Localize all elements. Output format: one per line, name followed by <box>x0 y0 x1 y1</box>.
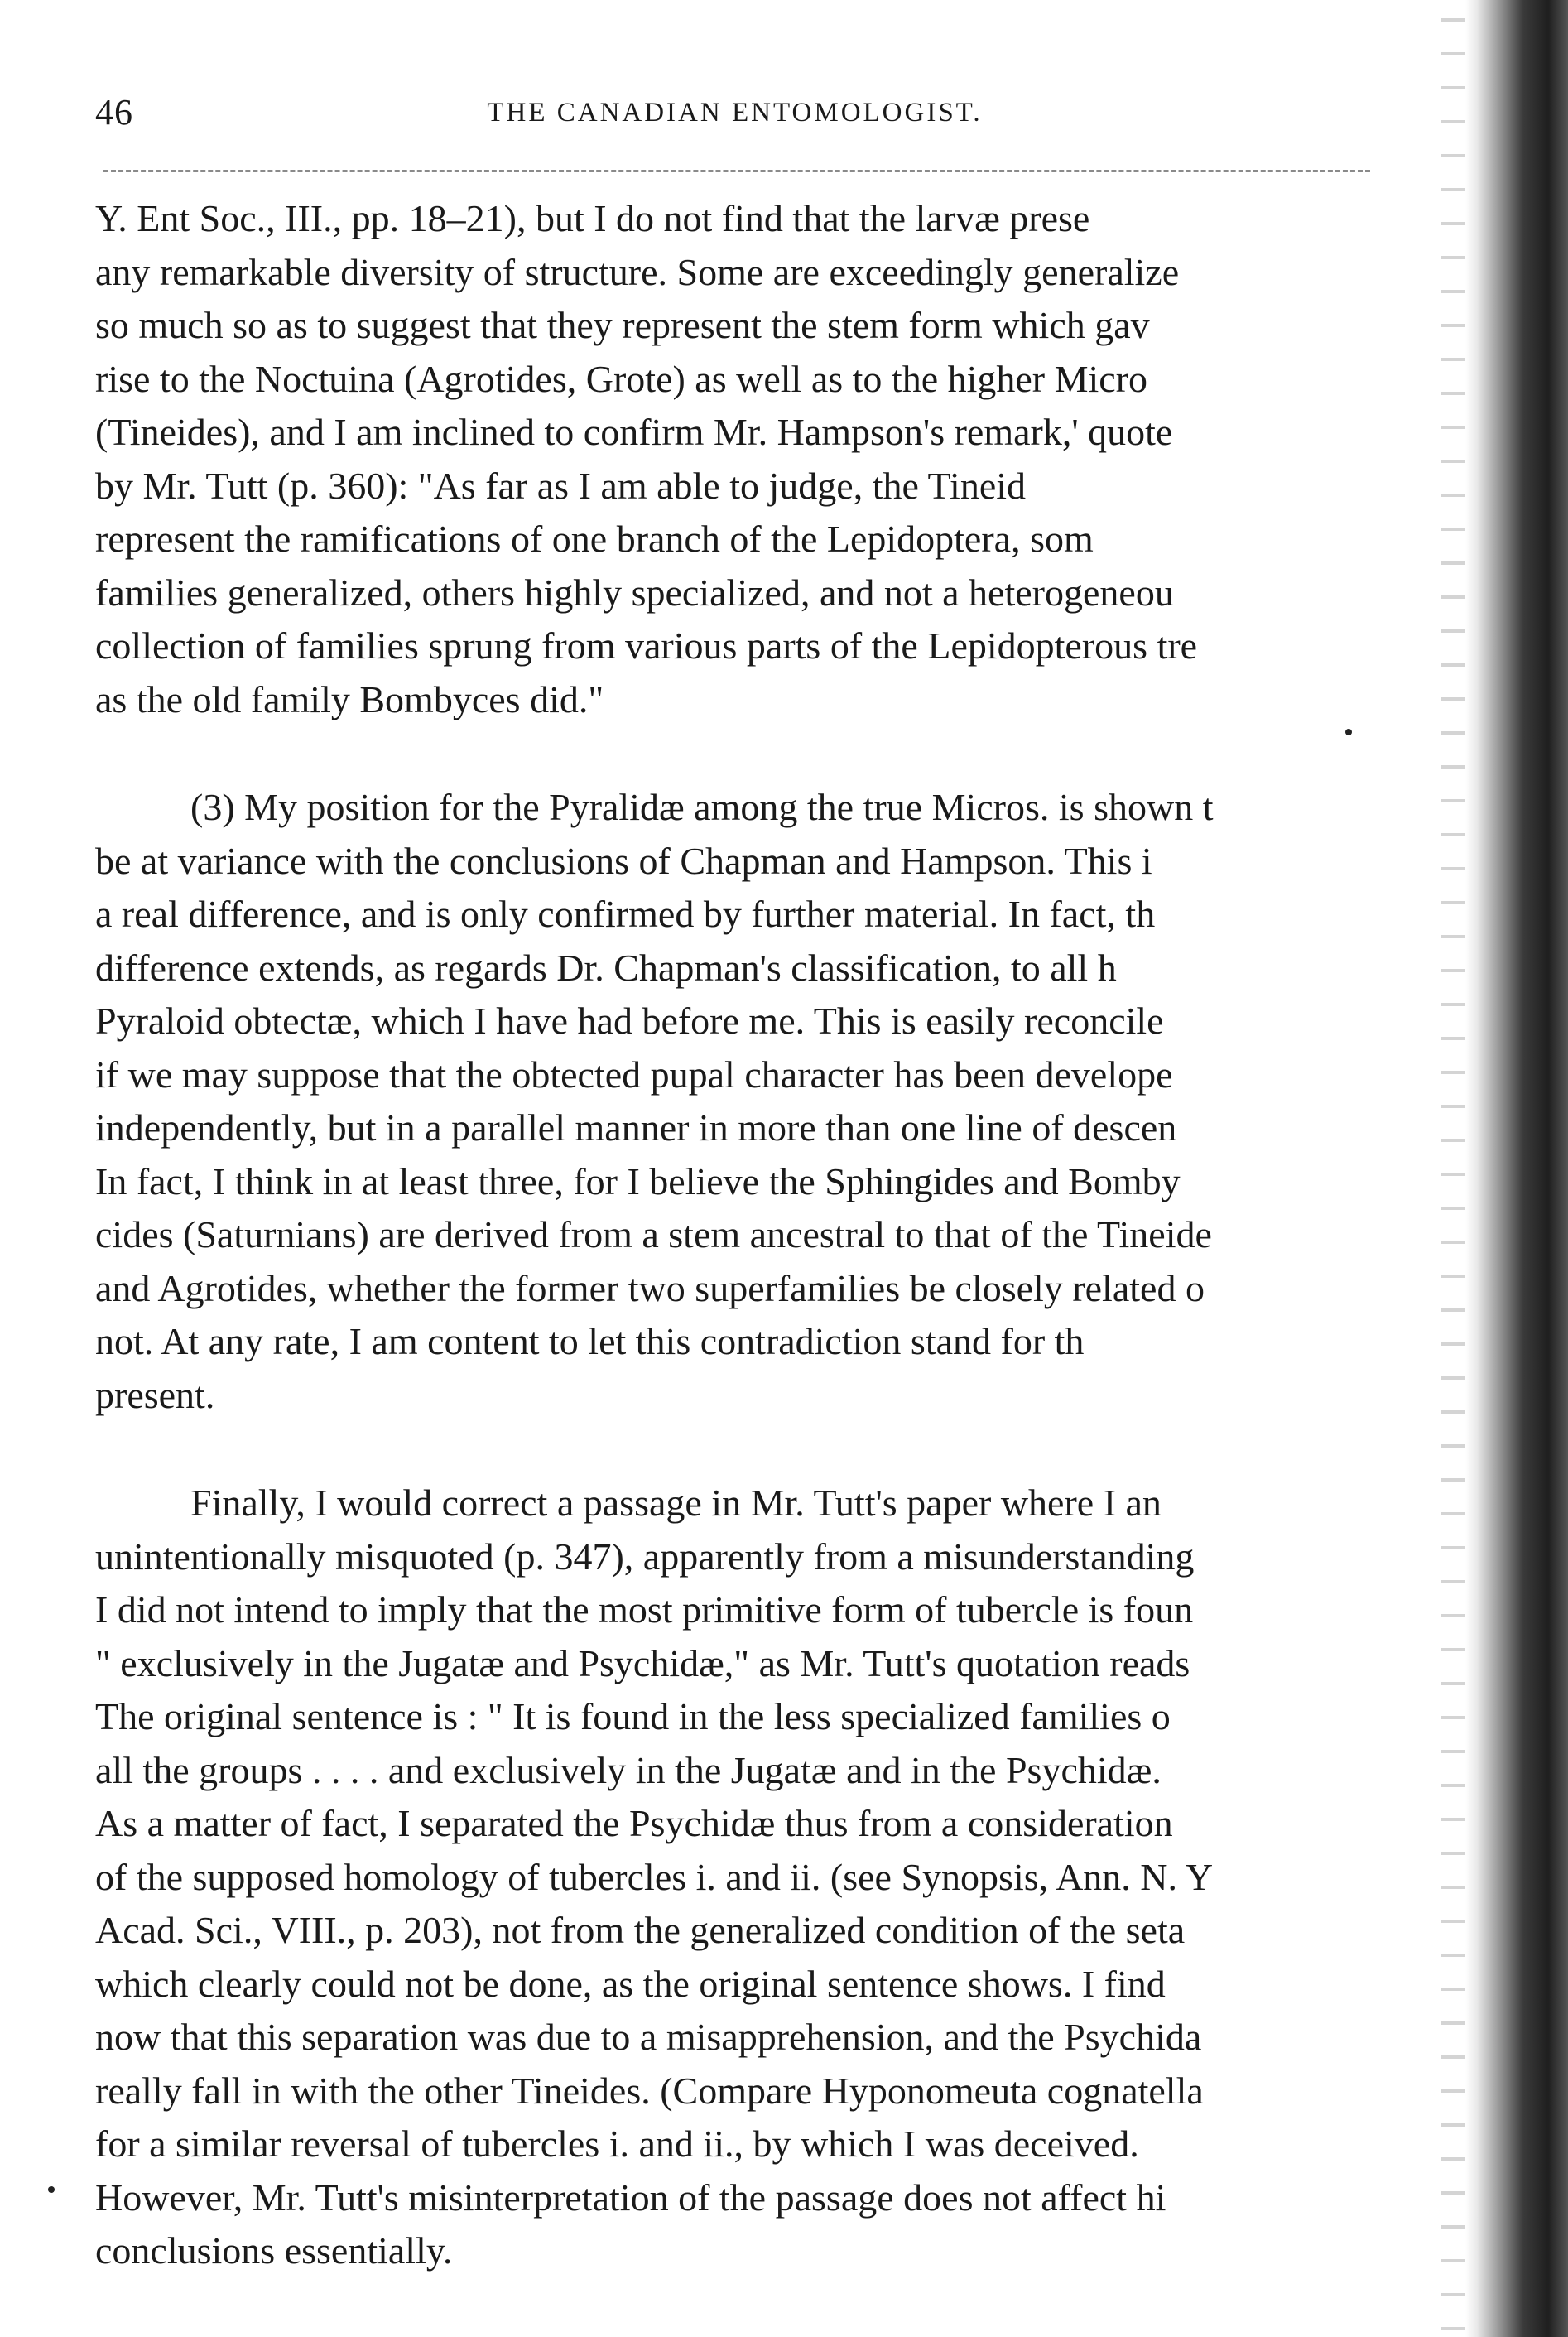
page-number: 46 <box>95 92 133 133</box>
text-line: As a matter of fact, I separated the Psychidæ thus from a consideration <box>95 1802 1173 1844</box>
text-line: Finally, I would correct a passage in Mr. Tutt's paper where I an <box>190 1482 1162 1524</box>
text-line: The original sentence is : " It is found in the less specialized families o <box>95 1695 1171 1737</box>
text-line: of the supposed homology of tubercles i. and ii. (see Synopsis, Ann. N. Y <box>95 1855 1214 1898</box>
stray-mark <box>48 2186 55 2193</box>
paragraph-1 <box>95 192 1436 726</box>
paragraph-2 <box>95 781 1436 1422</box>
paragraph-gap <box>95 726 1436 781</box>
text-line: represent the ramifications of one branch of the Lepidoptera, som <box>95 518 1094 560</box>
text-line: Acad. Sci., VIII., p. 203), not from the generalized condition of the seta <box>95 1909 1186 1951</box>
text-line: really fall in with the other Tineides. (Compare Hyponomeuta cognatella <box>95 2069 1204 2112</box>
text-line: which clearly could not be done, as the original sentence shows. I find <box>95 1962 1166 2005</box>
text-line: unintentionally misquoted (p. 347), apparently from a misunderstanding <box>95 1535 1195 1578</box>
text-line: by Mr. Tutt (p. 360): "As far as I am able to judge, the Tineid <box>95 464 1027 507</box>
text-line: However, Mr. Tutt's misinterpretation of the passage does not affect hi <box>95 2176 1166 2219</box>
text-line: difference extends, as regards Dr. Chapman's classification, to all h <box>95 946 1117 989</box>
text-line: (3) My position for the Pyralidæ among the true Micros. is shown t <box>190 786 1214 828</box>
text-line: and Agrotides, whether the former two superfamilies be closely related o <box>95 1266 1205 1309</box>
text-line: " exclusively in the Jugatæ and Psychidæ," as Mr. Tutt's quotation reads <box>95 1641 1190 1684</box>
text-line: any remarkable diversity of structure. Some are exceedingly generalize <box>95 250 1180 293</box>
paragraph-gap <box>95 1422 1436 1477</box>
text-line: rise to the Noctuina (Agrotides, Grote) as well as to the higher Micro <box>95 357 1148 400</box>
running-head: THE CANADIAN ENTOMOLOGIST. <box>487 98 983 128</box>
paragraph-3 <box>95 1477 1436 2278</box>
text-line: a real difference, and is only confirmed by further material. In fact, th <box>95 893 1156 935</box>
text-line: Pyraloid obtectæ, which I have had before me. This is easily reconcile <box>95 1000 1164 1042</box>
text-line: if we may suppose that the obtected pupal character has been develope <box>95 1053 1173 1096</box>
book-binding-edge <box>1465 0 1568 2337</box>
header-rule <box>103 170 1370 172</box>
text-line: all the groups . . . . and exclusively in the Jugatæ and in the Psychidæ. <box>95 1748 1162 1791</box>
text-line: I did not intend to imply that the most primitive form of tubercle is foun <box>95 1588 1194 1631</box>
text-line: (Tineides), and I am inclined to confirm Mr. Hampson's remark,' quote <box>95 411 1173 453</box>
text-line: now that this separation was due to a misapprehension, and the Psychida <box>95 2016 1202 2058</box>
text-line: be at variance with the conclusions of Chapman and Hampson. This i <box>95 839 1152 882</box>
text-line: In fact, I think in at least three, for I believe the Sphingides and Bomby <box>95 1159 1181 1202</box>
text-line: families generalized, others highly specialized, and not a heterogeneou <box>95 571 1174 614</box>
text-line: for a similar reversal of tubercles i. and ii., by which I was deceived. <box>95 2123 1139 2165</box>
text-line: cides (Saturnians) are derived from a stem ancestral to that of the Tineide <box>95 1213 1212 1255</box>
text-line: conclusions essentially. <box>95 2229 453 2272</box>
text-line: Y. Ent Soc., III., pp. 18–21), but I do not find that the larvæ prese <box>95 197 1090 239</box>
text-line: collection of families sprung from various parts of the Lepidopterous tre <box>95 624 1198 667</box>
text-line: so much so as to suggest that they represent the stem form which gav <box>95 304 1150 346</box>
text-line: independently, but in a parallel manner in more than one line of descen <box>95 1106 1177 1149</box>
stray-mark <box>1345 729 1352 735</box>
text-line: not. At any rate, I am content to let this contradiction stand for th <box>95 1320 1085 1362</box>
text-line: present. <box>95 1373 215 1416</box>
body-text <box>95 192 1436 2278</box>
page-header <box>95 91 1374 141</box>
text-line: as the old family Bombyces did." <box>95 677 604 720</box>
